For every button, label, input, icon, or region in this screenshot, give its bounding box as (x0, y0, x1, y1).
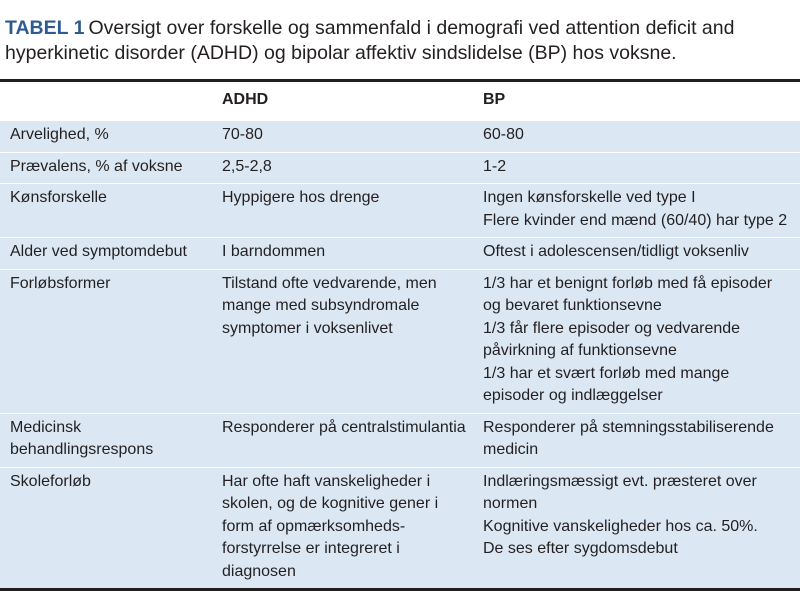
cell-text: 1/3 har et svært forløb med mange episoder og indlæggelser (483, 364, 730, 404)
comparison-table-wrapper (0, 79, 800, 591)
cell-bp (473, 184, 800, 238)
cell-feature (0, 269, 212, 413)
cell-text: Har ofte haft vanskeligheder i skolen, og de kognitive gener i form af opmærksomheds-forstyrrelse er integreret i diagnosen (222, 472, 439, 580)
table-header-row (0, 81, 800, 121)
cell-text: Tilstand ofte vedvarende, men mange med subsyndromale symptomer i voksenlivet (222, 274, 437, 337)
comparison-table (0, 79, 800, 591)
cell-adhd (212, 238, 473, 270)
cell-text: Oftest i adolescensen/tidligt voksenliv (483, 243, 749, 260)
cell-text: 1/3 har et benignt forløb med få episoder og bevaret funktionsevne (483, 274, 773, 314)
table-row-medicinsk-behandlingsrespons (0, 413, 800, 467)
cell-text: Responderer på stemningsstabiliserende medicin (483, 418, 774, 458)
cell-feature (0, 238, 212, 270)
cell-text: Kognitive vanskeligheder hos ca. 50%. (483, 517, 758, 535)
cell-bp (473, 152, 800, 184)
cell-text: Responderer på centralstimulantia (222, 418, 466, 436)
cell-bp (473, 238, 800, 270)
cell-text: 60-80 (483, 126, 524, 143)
cell-text: Kønsforskelle (10, 189, 107, 206)
cell-adhd (212, 467, 473, 590)
cell-text: Hyppigere hos drenge (222, 189, 380, 206)
table-label: TABEL 1 (5, 17, 85, 39)
cell-bp (473, 467, 800, 590)
table-row-skoleforlob (0, 467, 800, 590)
cell-bp (473, 121, 800, 153)
cell-text: De ses efter sygdomsdebut (483, 540, 678, 557)
cell-adhd (212, 184, 473, 238)
cell-bp (473, 269, 800, 413)
cell-bp (473, 413, 800, 467)
table-body (0, 121, 800, 590)
cell-text: Alder ved symptomdebut (10, 243, 187, 260)
table-row-praevalens (0, 152, 800, 184)
cell-text: Arvelighed, % (10, 126, 109, 143)
cell-adhd (212, 121, 473, 153)
cell-text: Medicinsk behandlingsrespons (10, 418, 154, 458)
cell-text: Ingen kønsforskelle ved type I (483, 189, 696, 206)
header-adhd: ADHD (212, 81, 473, 121)
cell-adhd (212, 152, 473, 184)
cell-adhd (212, 413, 473, 467)
header-feature (0, 81, 212, 121)
cell-text: Forløbsformer (10, 274, 111, 292)
table-caption (5, 16, 795, 66)
cell-text: Indlæringsmæssigt evt. præsteret over normen (483, 472, 757, 512)
cell-feature (0, 184, 212, 238)
cell-text: Prævalens, % af voksne (10, 157, 183, 175)
table-row-forlobsformer (0, 269, 800, 413)
cell-text: Skoleforløb (10, 472, 91, 490)
cell-text: 1/3 får flere episoder og vedvarende påvirkning af funktionsevne (483, 319, 741, 359)
cell-text: 2,5-2,8 (222, 157, 272, 175)
header-bp: BP (473, 81, 800, 121)
cell-feature (0, 413, 212, 467)
cell-text: 1-2 (483, 157, 507, 175)
cell-feature (0, 152, 212, 184)
table-row-konsforskelle (0, 184, 800, 238)
cell-feature (0, 467, 212, 590)
table-row-alder-ved-symptomdebut (0, 238, 800, 270)
cell-text: Flere kvinder end mænd (60/40) har type 2 (483, 211, 788, 229)
caption-text: Oversigt over forskelle og sammenfald i demografi ved attention deficit and hyperkinetic disorder (ADHD) og bipolar affektiv sindslidelse (BP) hos voksne. (5, 17, 735, 64)
cell-text: I barndommen (222, 243, 326, 260)
cell-feature (0, 121, 212, 153)
cell-adhd (212, 269, 473, 413)
table-row-arvelighed (0, 121, 800, 153)
cell-text: 70-80 (222, 126, 263, 143)
